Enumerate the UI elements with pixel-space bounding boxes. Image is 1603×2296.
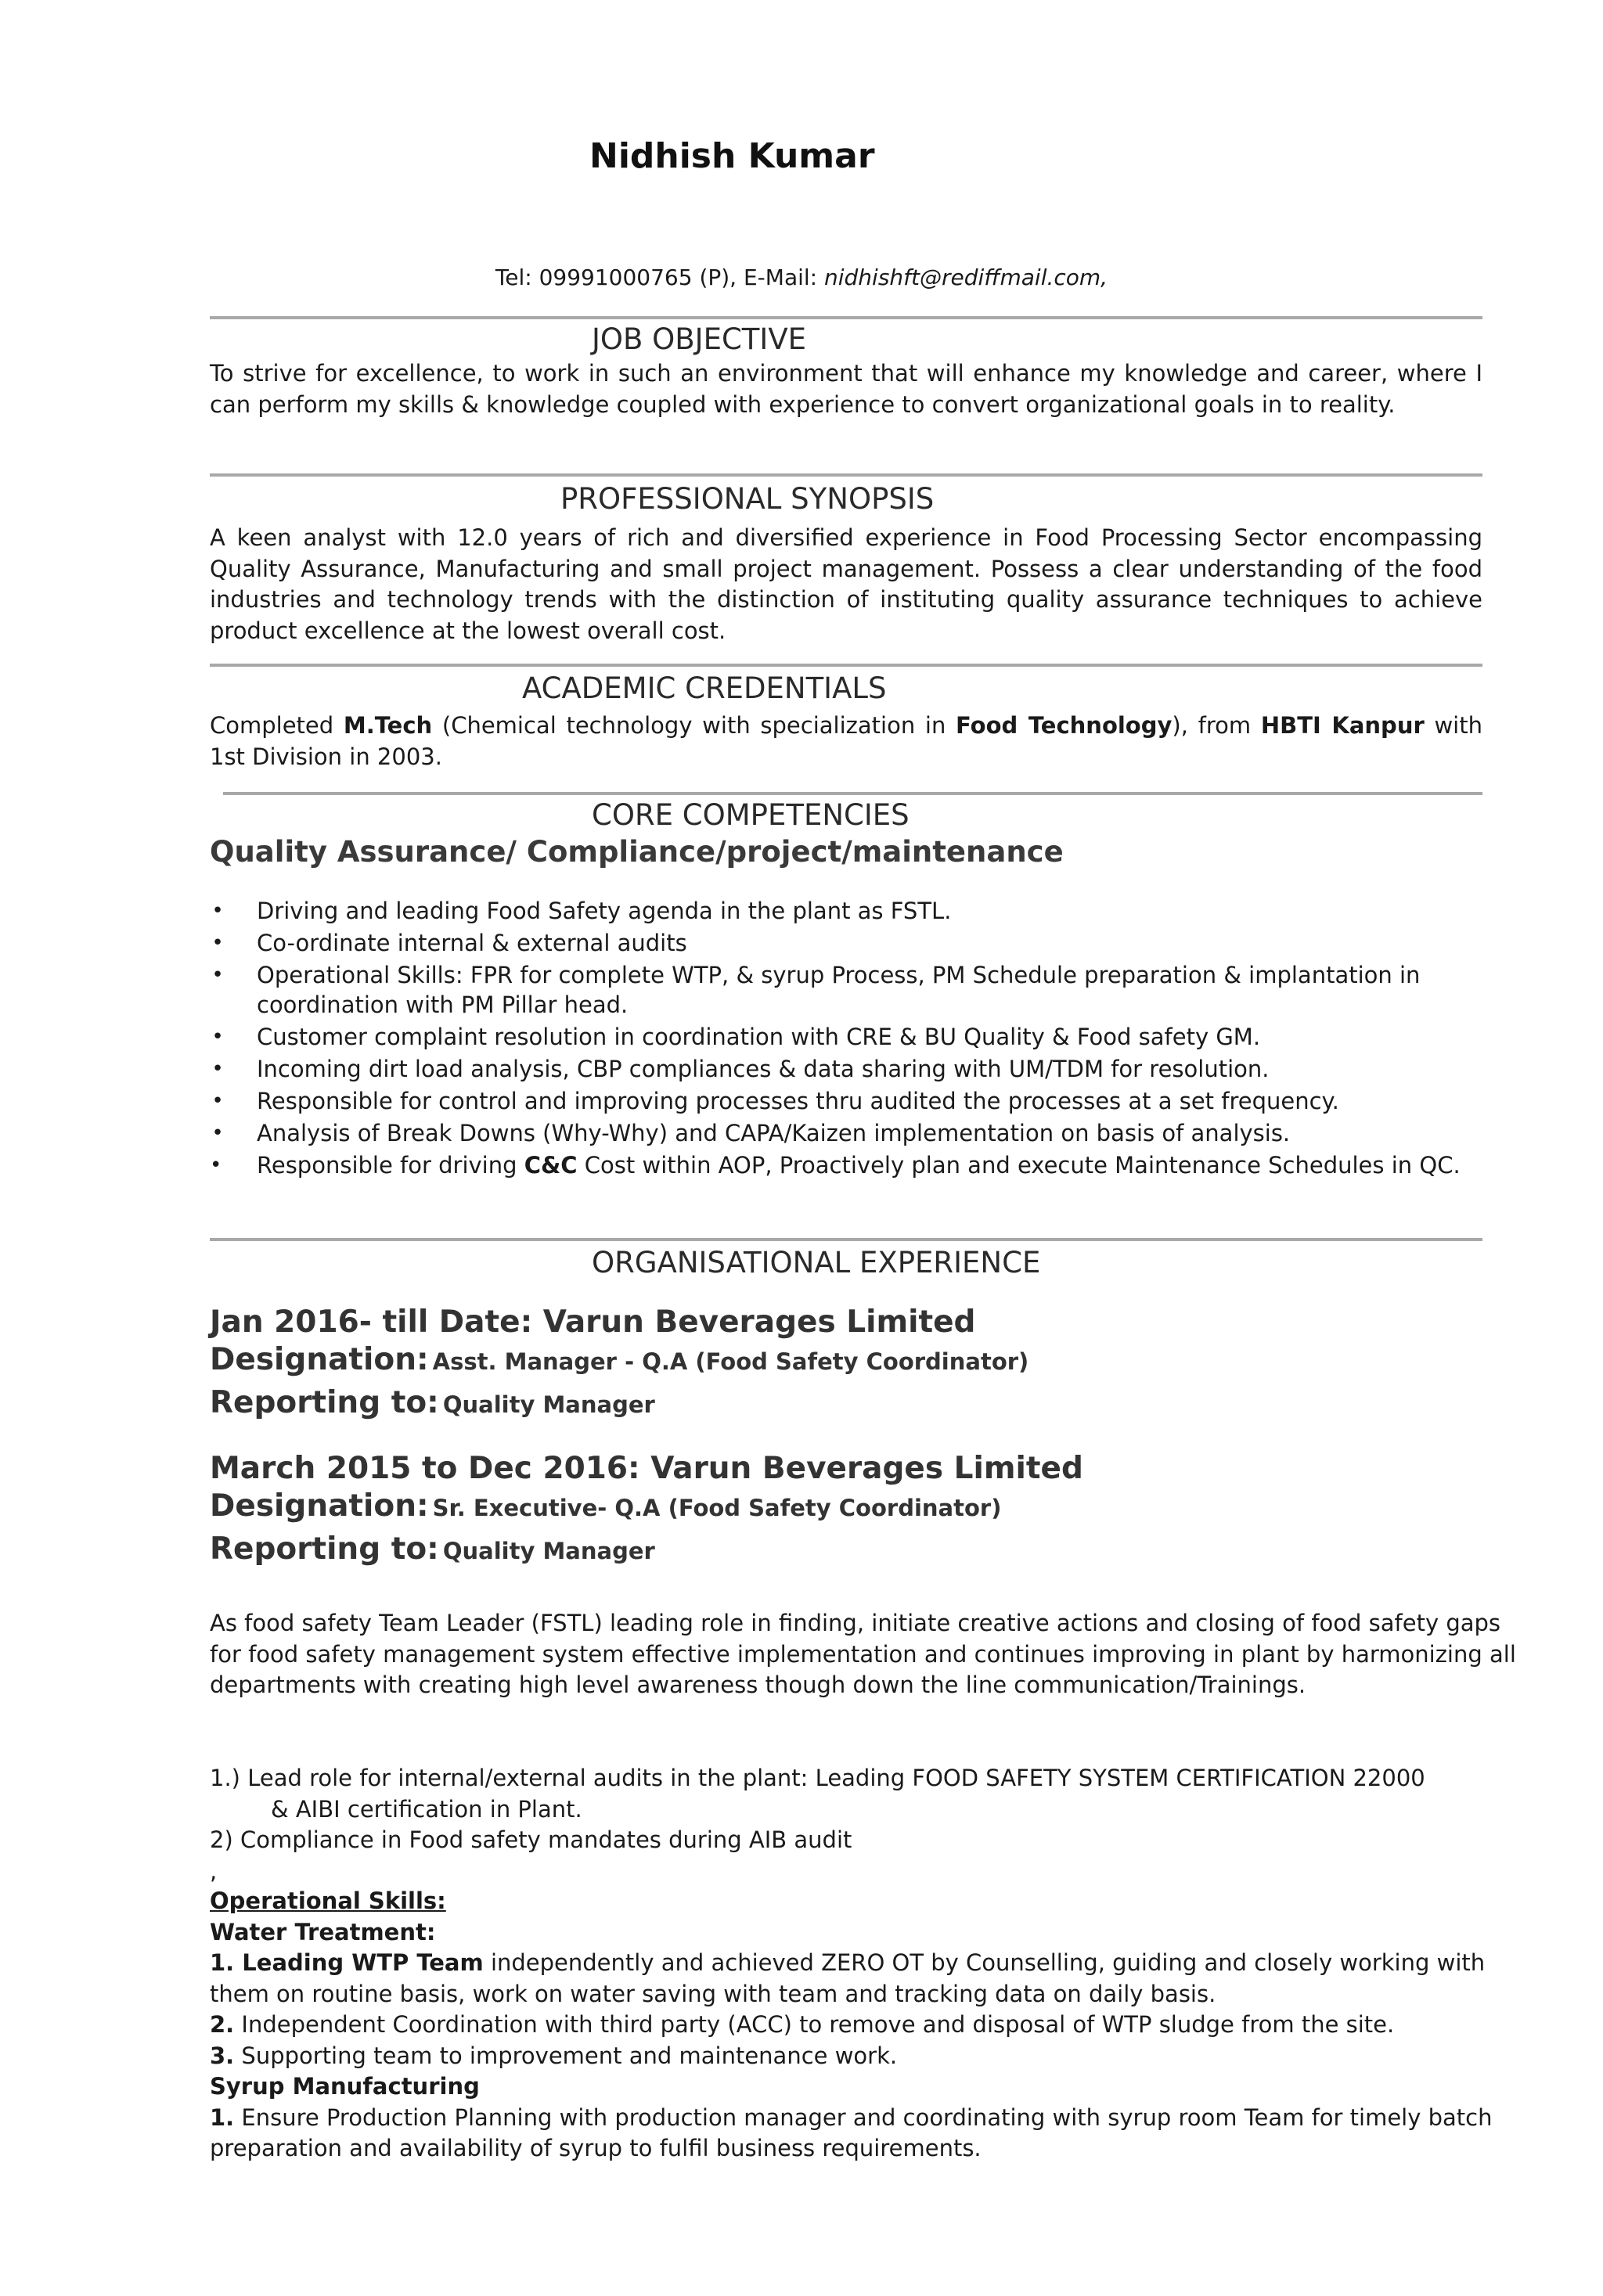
section-divider [210,473,1482,477]
list-item: 3. Supporting team to improvement and maintenance work. [210,2042,898,2069]
list-item: 1. Ensure Production Planning with production manager and coordinating with syrup room Team for timely batch preparation and availability of syrup to fulfil business requirements. [210,2103,1493,2161]
bullet-icon: • [211,899,224,923]
reporting-label: Reporting to: [210,1385,439,1420]
job-designation: Sr. Executive- Q.A (Food Safety Coordinator) [432,1495,1002,1521]
syrup-manufacturing-heading: Syrup Manufacturing [210,2073,480,2100]
job-designation: Asst. Manager - Q.A (Food Safety Coordinator) [432,1348,1029,1375]
list-item: 2) Compliance in Food safety mandates during AIB audit [210,1826,852,1853]
synopsis-text: A keen analyst with 12.0 years of rich and diversified experience in Food Processing Sector encompassing Quality Assurance, Manufacturing and small project management. Possess a clear understanding of the food industries and technology trends with the distinction of instituting quality assurance techniques to achieve product excellence at the lowest overall cost. [210,524,1482,644]
list-item: • Incoming dirt load analysis, CBP compliances & data sharing with UM/TDM for resolution. [210,1055,1501,1085]
section-divider [210,1238,1482,1241]
experience-summary: As food safety Team Leader (FSTL) leading role in finding, initiate creative actions and closing of food safety gaps for food safety management system effective implementation and continues improving in plant by harmonizing all departments with creating high level awareness though down the line communication/Trainings. [210,1610,1516,1698]
academic-text: Completed M.Tech (Chemical technology with specialization in Food Technology), from HBTI Kanpur with 1st Division in 2003. [210,712,1482,770]
competencies-list [210,897,1501,1183]
job-entry [210,1450,1083,1574]
list-item: • Driving and leading Food Safety agenda in the plant as FSTL. [210,897,1501,927]
designation-label: Designation: [210,1342,429,1377]
water-treatment-heading: Water Treatment: [210,1918,436,1945]
section-divider [210,316,1482,319]
bullet-icon: • [211,1056,224,1081]
list-item: 1.) Lead role for internal/external audits in the plant: Leading FOOD SAFETY SYSTEM CERTIFICATION 22000 [210,1765,1425,1791]
job-title: March 2015 to Dec 2016: Varun Beverages Limited [210,1451,1083,1486]
experience-heading: ORGANISATIONAL EXPERIENCE [592,1246,1041,1279]
job-reporting: Quality Manager [442,1538,655,1564]
bullet-icon: • [211,931,224,955]
list-item: • Analysis of Break Downs (Why-Why) and CAPA/Kaizen implementation on basis of analysis. [210,1119,1501,1149]
synopsis-heading: PROFESSIONAL SYNOPSIS [560,482,935,516]
competencies-subheading: Quality Assurance/ Compliance/project/maintenance [210,835,1064,869]
list-item-continuation: & AIBI certification in Plant. [271,1795,582,1823]
job-reporting: Quality Manager [442,1391,655,1418]
candidate-name: Nidhish Kumar [589,136,875,176]
job-title: Jan 2016- till Date: Varun Beverages Limited [210,1305,976,1340]
job-objective-text: To strive for excellence, to work in such an environment that will enhance my knowledge and career, where I can perform my skills & knowledge coupled with experience to convert organizational goals in to reality. [210,360,1482,418]
academic-heading: ACADEMIC CREDENTIALS [522,671,887,705]
list-item: • Responsible for control and improving processes thru audited the processes at a set frequency. [210,1087,1501,1117]
section-divider [223,792,1482,795]
section-divider [210,664,1482,667]
contact-line [0,265,1603,290]
contact-phone: Tel: 09991000765 (P), E-Mail: [495,265,824,290]
list-item: • Co-ordinate internal & external audits [210,929,1501,959]
list-item: • Responsible for driving C&C Cost within AOP, Proactively plan and execute Maintenance Schedules in QC. [210,1151,1501,1181]
bullet-icon: • [211,963,224,987]
job-objective-heading: JOB OBJECTIVE [592,322,807,356]
reporting-label: Reporting to: [210,1531,439,1567]
operational-skills [210,1886,1525,2165]
bullet-icon: • [210,1153,222,1177]
audit-list [210,1763,1525,1887]
bullet-icon: • [211,1121,224,1145]
bullet-icon: • [211,1089,224,1113]
competencies-heading: CORE COMPETENCIES [592,798,910,832]
list-item: • Customer complaint resolution in coordination with CRE & BU Quality & Food safety GM. [210,1023,1501,1053]
list-item: 2. Independent Coordination with third party (ACC) to remove and disposal of WTP sludge from the site. [210,2011,1395,2038]
operational-skills-heading: Operational Skills: [210,1888,446,1914]
designation-label: Designation: [210,1488,429,1524]
job-entry [210,1304,1028,1427]
contact-email[interactable]: nidhishft@rediffmail.com, [824,265,1108,290]
list-item: • Operational Skills: FPR for complete WTP, & syrup Process, PM Schedule preparation & implantation in coordination with PM Pillar head. [210,961,1501,1020]
bullet-icon: • [211,1024,224,1049]
stray-comma: , [210,1857,218,1884]
list-item: 1. Leading WTP Team independently and achieved ZERO OT by Counselling, guiding and closely working with them on routine basis, work on water saving with team and tracking data on daily basis. [210,1949,1486,2007]
